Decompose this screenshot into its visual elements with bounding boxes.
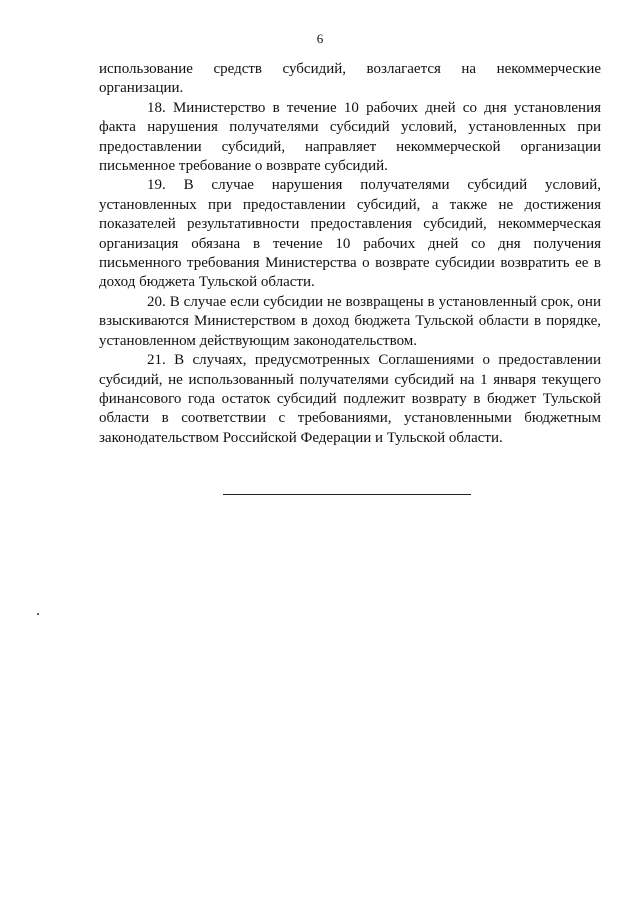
end-separator-line: [223, 494, 471, 495]
paragraph-18: 18. Министерство в течение 10 рабочих дней со дня установления факта нарушения получателями субсидий условий, установленных при предоставлении субсидий, направляет некоммерческой организации письменное требование о возврате субсидий.: [99, 99, 601, 175]
paragraph-continuation: использование средств субсидий, возлагается на некоммерческие организации.: [99, 61, 601, 97]
page-number: 6: [316, 31, 324, 46]
document-body: [99, 60, 601, 448]
paragraph-20: 20. В случае если субсидии не возвращены в установленный срок, они взыскиваются Министерством в доход бюджета Тульской области в порядке, установленном действующим законодательством.: [99, 293, 601, 349]
scan-speck: [37, 613, 39, 615]
paragraph-19: 19. В случае нарушения получателями субсидий условий, установленных при предоставлении субсидий, а также не достижения показателей результативности предоставления субсидий, некоммерческая организация обязана в течение 10 рабочих дней со дня получения письменного требования Министерства о возврате субсидии возвратить ее в доход бюджета Тульской области.: [99, 177, 601, 291]
paragraph-21: 21. В случаях, предусмотренных Соглашениями о предоставлении субсидий, не использованный получателями субсидий на 1 января текущего финансового года остаток субсидий подлежит возврату в бюджет Тульской области в соответствии с требованиями, установленными бюджетным законодательством Российской Федерации и Тульской области.: [99, 352, 601, 446]
